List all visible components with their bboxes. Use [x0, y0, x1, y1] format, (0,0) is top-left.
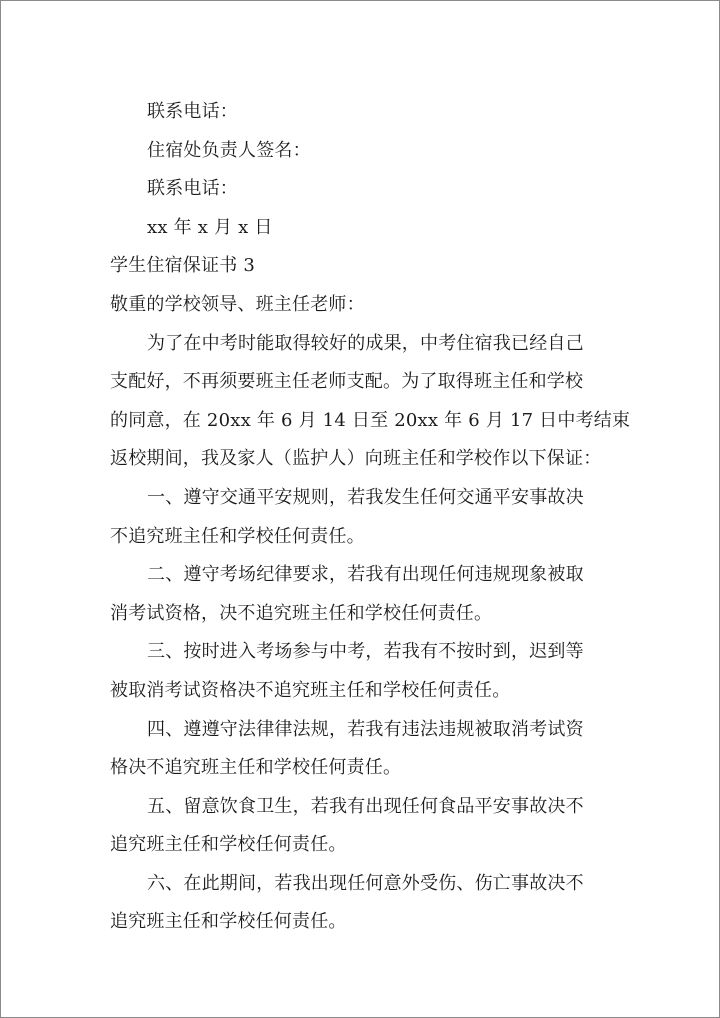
- guarantee-item-1: [110, 479, 620, 556]
- paragraph-line: 二、遵守考场纪律要求，若我有出现任何违规现象被取: [147, 564, 584, 586]
- section-title: 学生住宿保证书 3: [110, 255, 255, 277]
- paragraph-line: 被取消考试资格决不追究班主任和学校任何责任。: [110, 679, 511, 701]
- guarantee-item-5: [110, 788, 620, 865]
- paragraph-line: 不追究班主任和学校任何责任。: [110, 525, 365, 547]
- guarantee-item-4: [110, 711, 620, 788]
- paragraph-line: 四、遵遵守法律律法规，若我有违法违规被取消考试资: [147, 718, 584, 740]
- paragraph-line: 一、遵守交通平安规则，若我发生任何交通平安事故决: [147, 486, 584, 508]
- contact-phone-line: 联系电话：: [147, 178, 238, 200]
- paragraph-line: 三、按时进入考场参与中考，若我有不按时到，迟到等: [147, 641, 584, 663]
- paragraph-line: 五、留意饮食卫生，若我有出现任何食品平安事故决不: [147, 795, 584, 817]
- document-body: [110, 93, 631, 942]
- paragraph-line: 的同意，在 20xx 年 6 月 14 日至 20xx 年 6 月 17 日中考结束: [110, 409, 631, 431]
- guarantee-item-2: [110, 556, 620, 633]
- guarantee-item-3: [110, 633, 620, 710]
- paragraph-line: 为了在中考时能取得较好的成果，中考住宿我已经自己: [147, 332, 584, 354]
- paragraph-line: 追究班主任和学校任何责任。: [110, 834, 347, 856]
- dorm-office-signature-line: 住宿处负责人签名：: [147, 139, 311, 161]
- paragraph-line: 消考试资格，决不追究班主任和学校任何责任。: [110, 602, 493, 624]
- salutation: 敬重的学校领导、班主任老师：: [110, 293, 365, 315]
- guarantee-item-6: [110, 865, 620, 942]
- paragraph-line: 格决不追究班主任和学校任何责任。: [110, 757, 402, 779]
- paragraph-line: 返校期间，我及家人（监护人）向班主任和学校作以下保证：: [110, 448, 602, 470]
- paragraph-line: 追究班主任和学校任何责任。: [110, 911, 347, 933]
- intro-paragraph: [110, 325, 631, 479]
- date-line: xx 年 x 月 x 日: [147, 216, 273, 238]
- contact-phone-line: 联系电话：: [147, 101, 238, 122]
- paragraph-line: 支配好，不再须要班主任老师支配。为了取得班主任和学校: [110, 371, 584, 393]
- paragraph-line: 六、在此期间，若我出现任何意外受伤、伤亡事故决不: [147, 872, 584, 894]
